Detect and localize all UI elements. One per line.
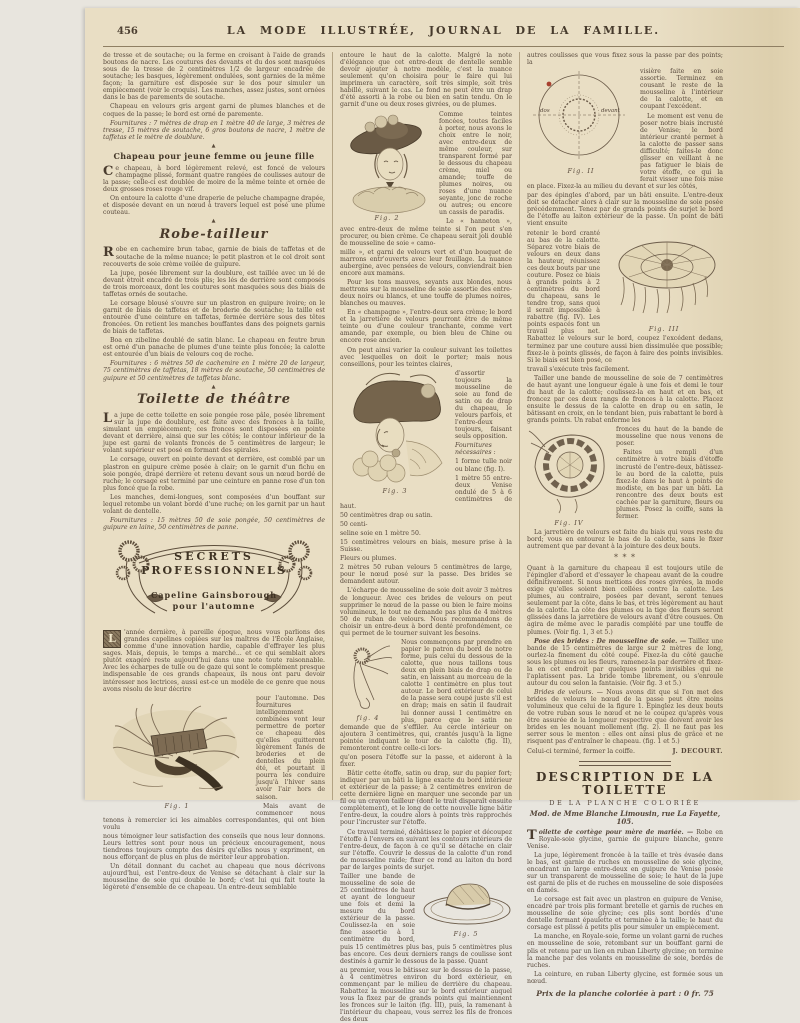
mid-fournitures-item-1: 1 forme tulle noir ou blanc (fig. I). [455,458,512,473]
dropcap-c: C [103,163,114,179]
mid-paragraph-9: 2 mètres 50 ruban velours 5 centimètres de large, pour le nœud posé sur la passe. Des brides se demandent autour. [340,564,512,586]
figure-5-wide-brim-hat [420,874,512,938]
robe-paragraph-1 [103,246,325,267]
mid-beside-fig2-1: Comme teintes foncées, toutes faciles à porter, nous avons le choix entre le noir, avec entre-deux de même couleur, sur transparent formé par le dessous du chapeau crème, miel ou amande; touffe de plumes noires, ou roses d'une nuance seyante, jonc de roche ou autres; ou encore un cassis de paradis. [439,110,512,217]
asterism-ornament-icon: * * * [613,552,637,562]
dropcap-l: L [103,411,113,427]
intro-fournitures: Fournitures : 7 mètres de drap en 1 mètre 40 de large, 3 mètres de tresse, 15 mètres de soutache, 6 gros boutons de nacre, 1 mètre de taffetas et le mètre de doublure. [103,119,325,141]
right-paragraph-5: La jarretière de velours est faite du biais qui vous reste du bord; vous en entourez le bas de la calotte, sans le fixer autrement que par devant à la jointure des deux bouts. [527,528,723,550]
right-beside-figIII: retenir le bord cranté au bas de la calotte. Séparez votre biais de velours en deux dans la hauteur, réunissez ces deux bouts par une couture. Posez ce biais à grands points à 2 centimètres du bord du chapeau, sans le tendre trop, sans quoi il serait impossible à rabattre (fig. IV). Les points espacés font un travail plus net. Rabattez le velours sur le bord, coupez l'excédent dedans, terminez par une couture aussi bien dissimulée que possible; fixez-le à points glissés, de façon à faire des points invisibles. Si le biais est bien posé, ce [527,229,723,364]
brides-velours-text: Nous avons dit que si l'on met des brides de velours le nœud de la passe peut être moins volumineux que celui de la figure 1. Épinglez les deux bouts de votre ruban sous le nœud et ne le coupez qu'après vous être assurée de la longueur respective que doivent avoir les brides en les nouant mollement (fig. 2). Il ne faut pas les serrer sous le menton : elles ont ainsi plus de grâce et ne risquent pas d'entraîner le chapeau. (fig. 1 et 5.) [527,689,723,746]
figure-III-caption: Fig. III [648,324,680,333]
section-divider-rule [579,761,671,766]
plate-price-line: Prix de la planche coloriée à part : 0 fr. 75 [536,988,714,998]
brim-pattern-circle-diagram [527,69,635,165]
figure-2-woman-with-hat [340,112,434,222]
robe-paragraph-2: La jupe, posée librement sur la doublure, est taillée avec un lé de devant étroit encadré de trois plis; les lés de derrière sont composés de trois morceaux, dont les coutures sont masquées sous des biais de taffetas ornés de soutache. [103,269,325,298]
figure-5-caption: Fig. 5 [453,929,479,938]
figure-4-aigrette-sketch [340,640,396,722]
figure-1-capeline-hat [103,696,251,810]
author-signature: J. DECOURT. [672,746,723,755]
column-layout [103,52,800,1023]
plumed-capeline-illustration [103,696,251,800]
secrets-paragraph-5: Un détail donnant du cachet au chapeau que nous décrivons aujourd'hui, est l'entre-deux de Venise se détachant à clair sur la mousseline de soie qui double le bord; c'est lui qui fait toute la légèreté d'ensemble de ce chapeau. Un entre-deux semblable [103,863,325,892]
mid-paragraph-4: En « champagne », l'entre-deux sera crème; le bord et la jarretière de velours pourront être de même teinte ou d'une couleur tranchante, comme vert amande, par exemple, ou bien bleu de Chine ou encore rose ancien. [340,309,512,345]
right-paragraph-6: Quant à la garniture du chapeau il est toujours utile de l'épingler d'abord et d'essayer le chapeau avant de la coudre définitivement. Si nous mettions des roses givrées, la mode exige qu'elles soient bien collées contre la calotte. Les plumes, au contraire, posées par devant, seront tenues seulement par la côte, dans le bas, et très légèrement au haut de la calotte. La côte des plumes ou la tige des fleurs seront glissées dans la jarretière de velours avant d'être cousues. On agira de même avec le paradis complété par une touffe de plumes. (Voir fig. 1, 3 et 5.) [527,564,723,636]
robe-paragraph-4: Boa en zibeline doublé de satin blanc. Le chapeau en feutre brun est orné d'un panache de plumes d'une teinte plus foncée; la calotte est entourée d'un biais de velours coq de roche. [103,337,325,359]
dropcap-t: T [527,827,537,843]
mid-paragraph-14: Ce travail terminé, débâtissez le papier et découpez l'étoffe à l'envers en suivant les contours intérieurs de l'entre-deux, de façon à ce qu'il se détache en clair sur l'étoffe. Couvrir le dessus de la calotte d'un rond de mousseline raide; fixer ce rond au laiton du bord par de larges points de surjet. [340,828,512,871]
figure-II-label-dos: dos [540,108,550,115]
hat-interior-ruffle-illustration [527,427,611,517]
right-beside-figIV-2: Faites un rempli d'un centimètre à votre biais d'étoffe incrusté de l'entre-deux, bâtissez-le au bord de la calotte, puis fixez-le dans le haut à points de modiste, en bas par un bâti. La rencontre des deux bouts est cachée par la garniture, fleurs ou plumes. Posez la coiffe, sans la fermer. [616,449,723,520]
banner-subtitle-line2: pour l'automne [172,601,256,612]
secrets-professionnels-banner [103,535,325,627]
description-paragraph-2: La jupe, légèrement froncée à la taille et très évasée dans le bas, est garnie de ruches en mousseline de soie glycine, encadrant un large entre-deux en guipure de Venise posée sur un transparent de mousseline de soie; le haut de la jupe est garni de plis et de ruches en mousseline de soie disposées en damés. [527,851,723,894]
description-paragraph-4: La manche, en Royale-soie, forme un volant garni de ruches en mousseline de soie, retombant sur un bouffant garni de plis et retenu par un lien en ruban Liberty glycine; on termine la manche par des volants en mousseline de soie, bordés de ruches. [527,933,723,969]
art-nouveau-frame-illustration [103,535,325,627]
robe-text-1: obe en cachemire brun tabac, garnie de biais de taffetas et de soutache de la même nuance; le petit plastron et le col droit sont recouverts de soie crème voilée de guipure. [103,246,325,268]
mid-beside-fig2-2: Le « hanneton », avec entre-deux de même teinte si l'on peut s'en procurer, ou bien crème. Ce chapeau serait joli doublé de mousseline de soie « camo- [340,218,512,247]
mid-fournitures-item-2: 1 mètre 55 entre-deux Venise ondulé de 5 à 6 centimètres de haut. [340,474,512,510]
description-subtitle: DE LA PLANCHE COLORIÉE [549,799,701,808]
magazine-page [85,8,800,1023]
red-registration-mark [547,82,552,87]
wide-brim-hat-illustration [420,874,512,928]
hat-underside-ruffle-illustration [605,231,723,323]
page-header [103,16,784,47]
mid-paragraph-8: Fleurs ou plumes. [340,555,397,563]
closing-signature-line [527,748,723,755]
right-column [519,52,729,998]
theatre-paragraph-2: Le corsage, ouvert en pointe devant et derrière, est comblé par un plastron en guipure crème posée à clair; on le garnit d'un fichu en soie pongée, drapé derrière et retenu devant sous un nœud bordé de ruche; le corsage est terminé par une ceinture en panne rose d'un ton plus foncé que la robe. [103,456,325,492]
secrets-text-1: 'année dernière, à pareille époque, nous vous parlions des grandes capelines copiées sur les maîtres de l'École Anglaise, comme d'une innovation hardie, capable d'effrayer les plus sages. Mais, depuis, le temps a marché... et ce qui semblait alors plutôt exagéré reste aujourd'hui dans une note toute raisonnable. Avec les écharpes de tulle ou de gaze qui sont le complément presque indispensable de ces grands chapeaux, ils nous ont paru devoir intéresser nos lectrices, aussi est-ce un modèle de ce genre que nous avons résolu de leur décrire [103,629,325,693]
banner-title-line2: PROFESSIONNELS [141,564,287,578]
mid-paragraph-5: On peut ainsi varier la couleur suivant les toilettes avec lesquelles on doit le porter; mais nous conseillons, pour les teintes claires, [340,346,512,368]
pose-des-brides-text: Taillez une bande de 15 centimètres de large sur 2 mètres de long, ourlez-la finement du côté coupé. Fixez-la du côté gauche sous les plumes ou les fleurs, ramenez-la par derrière et fixez-la en cet endroit par quelques points invisibles qui ne l'aplatissent pas. La bride tombe librement, ou s'enroule autour du cou selon la fantaisie. (Voir fig. 3 et 5.) [527,637,723,687]
dropcap-r: R [103,245,114,261]
right-paragraph-2: par des épingles d'abord, par un bâti ensuite. L'entre-deux doit se détacher alors à clair sur la mousseline de soie posée précédemment. Tenez par de grands points de surjet le bord de l'étoffe au laiton extérieur de la passe. Un point de bâti vient ensuite [527,192,723,228]
figure-II-pattern-diagram [527,69,635,175]
mid-paragraph-15: Tailler une bande de mousseline de soie de 25 centimètres de haut et ayant de longueur une fois et demi la mesure du bord extérieur de la passe. Coulissez-la en soie fine assortie à 1 centimètre du bord, puis 15 centimètres plus bas, puis 5 centimètres plus bas encore. Ces deux derniers rangs de coulisse sont destinés à garnir le dessous de la passe. Quant [340,872,512,965]
right-paragraph-7 [527,638,723,687]
right-beside-figII-1: visière faite en soie assortie. Terminez en cousant le reste de la mousseline à l'intérieur de la calotte, et en coupant l'excédent. [640,68,723,111]
mid-fournitures-title: Fournitures nécessaires : [455,442,496,457]
figure-3-woman-profile-hat [340,371,450,495]
secrets-paragraph-1 [103,629,325,693]
description-paragraph-5: La ceinture, en ruban Liberty glycine, est formée sous un nœud. [527,970,723,985]
mid-fournitures-item-3: 50 centimètres drap ou satin. [340,511,433,519]
figure-IV-caption: Fig. IV [554,519,584,528]
ornate-initial-l: L [103,630,121,648]
mid-paragraph-11: Nous commençons par prendre en papier le patron du bord de notre forme, puis celui du dessous de la calotte, que nous taillons tous deux en plein biais de drap ou de satin, en laissant au morceau de la calotte 1 centimètre en plus tout autour. Le bord extérieur de celui de la passe sera coupé juste s'il est en drap; mais en satin il faudrait lui donner aussi 1 centimètre en plus, parce que le satin ne demande que de s'effiler. Au cercle intérieur on ajoutera 3 centimètres, qui, crantés jusqu'à la ligne pointée indiquant le tour de la calotte (fig. II), remonteront contre celle-ci lors- [340,638,512,752]
theatre-paragraph-1 [103,412,325,454]
secrets-paragraph-4: nous témoigner leur satisfaction des conseils que nous leur donnons. Leurs lettres sont pour nous un précieux encouragement, nous tiendrons toujours compte des désirs qu'elles nous y expriment, en nous efforçant de plus en plus de mériter leur approbation. [103,832,325,862]
description-lead: oilette de cortège pour mère de mariée. — [538,828,694,836]
robe-paragraph-3: Le corsage blousé s'ouvre sur un plastron en guipure ivoire; on le garnit de biais de taffetas et de broderie de soutache; la taille est entourée d'une ceinture en taffetas, fermée derrière sous des têtes froncées. On retient les manches bouffantes dans des poignets garnis de biais de taffetas. [103,299,325,336]
fleuron-ornament-icon: ▲ [211,142,217,149]
mid-beside-fig3-1: d'assortir toujours la mousseline de soie au fond de satin ou de drap du chapeau, le velours parfois, et l'entre-deux toujours, faisant seuls opposition. [455,369,512,441]
jeune-femme-paragraph-1 [103,165,325,193]
figure-III-hat-underside [605,231,723,333]
right-paragraph-8 [527,689,723,746]
mid-paragraph-3: Pour les tons mauves, seyants aux blondes, nous mettrons sur la mousseline de soie assortie des entre-deux noirs ou blancs, et une touffe de plumes noires, blanches ou mauves. [340,278,512,308]
mid-paragraph-13: Bâtir cette étoffe, satin ou drap, sur du papier fort; indiquer par un bâti la ligne exacte du bord intérieur et extérieur de la passe; à 2 centimètres environ de cette dernière ligne en marquer une seconde par un fil ou un crayon tailleur (dont le trait disparaît ensuite complètement), et le long de cette nouvelle ligne bâtir l'entre-deux, la coudre alors à points très rapprochés pour l'incruster sur l'étoffe. [340,770,512,827]
description-text-1: Robe en Royale-soie glycine, garnie de guipure blanche, genre Venise. [527,828,723,850]
figure-2-caption: Fig. 2 [374,213,400,222]
mid-paragraph-1: entoure le haut de la calotte. Malgré la note d'élégance que cet entre-deux de dentelle semble devoir ajouter à notre modèle, c'est la nuance seulement qu'on choisira pour le faire qui lui imprimera un caractère, soit très simple, soit très habillé, suivant le cas. Le fond ne peut être un drap d'été assorti à la robe ou bien en satin tendu. On le garnit d'une ou deux roses givrées, ou de plumes. [340,52,512,109]
banner-title-line1: SECRETS [174,550,254,564]
description-paragraph-1 [527,829,723,850]
fleuron-ornament-icon: ▲ [211,217,217,224]
mid-fournitures-item-4: 50 centi- [340,520,368,528]
section-title-theatre: Toilette de théâtre [137,392,291,408]
figure-II-label-devant: devant [601,108,620,115]
closing-text: Celui-ci terminé, fermer la coiffe. [527,746,635,755]
description-paragraph-3: Le corsage est fait avec un plastron en guipure de Venise, encadré par trois plis formant bretelle et garnis de ruches en mousseline de soie glycine; ces plis sont bordés d'une dentelle formant épaulette et terminée à la taille; le haut du corsage est plissé à petits plis pour simuler un empiècement. [527,896,723,932]
woman-profile-plumed-hat-illustration [340,371,450,485]
theatre-paragraph-3: Les manches, demi-longues, sont composées d'un bouffant sur lequel retombe un volant bordé d'une ruche; on les garnit par un haut volant de dentelle. [103,493,325,515]
right-paragraph-3: travail s'exécute très facilement. [527,365,630,373]
pose-des-brides-lead: Pose des brides : De mousseline de soie. — [534,637,687,645]
mid-paragraph-6: seline soie en 1 mètre 50. [340,530,421,537]
theatre-fournitures: Fournitures : 15 mètres 50 de soie pongée, 50 centimètres de guipure en laine, 50 centimètres de panne. [103,516,325,532]
banner-subtitle-line1: Capeline Gainsborough [150,590,278,601]
section-title-robe-tailleur: Robe-tailleur [159,226,269,242]
aigrette-feather-illustration [340,640,396,712]
figure-II-caption: Fig. II [567,167,595,176]
mid-paragraph-10: L'écharpe de mousseline de soie doit avoir 3 mètres de longueur. Avec ces brides de velours on peut supprimer le nœud de la passe ou bien le faire moins volumineux, le tout ne demande pas plus de 4 mètres 50 de ruban de velours. Nous recommandons de choisir un entre-deux à bord denté profondément, ce qui permet de le tourner suivant les besoins. [340,587,512,637]
right-beside-figIV-1: fronces du haut de la bande de mousseline que nous venons de poser. [616,426,723,448]
description-title: DESCRIPTION DE LA TOILETTE [536,769,714,798]
woman-bust-hat-illustration [340,112,434,212]
figure-3-caption: Fig. 3 [382,486,408,495]
robe-fournitures: Fournitures : 6 mètres 50 de cachemire en 1 mètre 20 de largeur, 75 centimètres de taffetas, 18 mètres de soutache, 50 centimètres de guipure et 50 centimètres de taffetas blanc. [103,360,325,382]
secrets-paragraph-2: pour l'automne. Des fournitures intelligemment combinées vont leur permettre de porter ce chapeau dès qu'elles quitteront légèrement fanés de broderies et de dentelles du plein été, et pourtant il pourra les conduire jusqu'à l'hiver sans avoir l'air hors de saison. [256,694,325,801]
figure-4-caption: fig. 4 [356,713,380,722]
theatre-text-1: a jupe de cette toilette en soie pongée rose pâle, posée librement sur la jupe de doublure, est faite avec des fronces à la taille, simulant un empiècement; ces fronces sont disposées en pointe devant et derrière, ainsi que sur les côtés; le contour inférieur de la jupe est garni de volants froncés de 5 centimètres de largeur; le volant supérieur est posé en formant des spirales. [103,412,325,455]
brides-velours-lead: Brides de velours. — [534,689,603,697]
figure-IV-hat-interior [527,427,611,527]
middle-column [332,52,519,1023]
right-paragraph-1: autres coulisses que vous fixez sous la passe par des points; la [527,52,723,67]
mid-paragraph-7: 15 centimètres velours en biais, mesure prise à la Suisse. [340,539,512,554]
intro-paragraph-2: Chapeau en velours gris argent garni de plumes blanches et de coques de la passe; le bord est orné de paremente. [103,103,325,118]
fleuron-ornament-icon: ▲ [211,383,217,390]
mid-paragraph-2: mille », et garni de velours vert et d'un bouquet de marrons entr'ouverts avec leur feuillage. La nuance aubergine, avec pensées de velours, conviendrait bien encore aux mamans. [340,248,512,277]
mid-paragraph-12: qu'on posera l'étoffe sur la passe, et aideront à la fixer. [340,753,512,768]
right-beside-figII-2: Le moment est venu de poser notre biais incrusté de Venise; le bord intérieur cranté permet à la calotte de passer sans difficulté; faites-le donc glisser en veillant à ne pas fatiguer le biais de votre étoffe, ce qui la ferait visser une fois mise en place. Fixez-la au milieu du devant et sur les côtés, [527,112,723,191]
description-credit: Mod. de Mme Blanche Limousin, rue La Fayette, 105. [529,808,721,826]
jeune-femme-paragraph-2: On entoure la calotte d'une draperie de peluche champagne drapée, et disposée devant en un nœud à travers lequel est posé une plume couteau. [103,194,325,216]
jeune-femme-text-1: e chapeau, à bord légèrement relevé, est foncé de velours champagne plissé, formant quatre rangées de coulisses autour de la passe; celle-ci est doublée de moire de la même teinte et ornée de deux grosses roses rouge vif. [103,164,325,193]
secrets-paragraph-3: Mais avant de commencer nous tenons à remercier ici les aimables correspondantes, qui ont bien voulu [103,802,325,831]
masthead-title: LA MODE ILLUSTRÉE, JOURNAL DE LA FAMILLE. [226,24,661,37]
right-paragraph-4: Tailler une bande de mousseline de soie de 7 centimètres de haut ayant une longueur égale à une fois et demi le tour du haut de la calotte; coulissez-la en haut et en bas, et froncez par ces deux rangs de fronces à la calotte. Placez ensuite le dessus de la calotte en drap ou en satin, le bâtissant en croix, en le tendant bien, puis rabattant le bord à grands points. Un rabat enferme les [527,374,723,425]
intro-paragraph-1: de tresse et de soutache; ou la ferme en croisant à l'aide de grands boutons de nacre. Les coutures des devants et du dos sont masquées sous de la tresse de 2 centimètres 1/2 de largeur encadrée de soutache; les basques, légèrement ondulées, sont garnies de la même façon; la garniture est disposée sur le dos pour simuler un empiècement (voir le croquis). Les manches, assez justes, sont ornées dans le bas de parements de soutache. [103,52,325,102]
figure-1-caption: Fig. 1 [164,801,190,810]
left-column [103,52,332,892]
page-number: 456 [117,26,138,37]
mid-paragraph-16: au premier, vous le bâtissez sur le dessus de la passe, à 4 centimètres environ du bord extérieur, en commençant par le milieu de derrière du chapeau. Rabattez la mousseline sur le bord extérieur auquel vous la fixez par de grands points qui maintiennent les fronces sur le laiton (fig. III), puis, la ramenant à l'intérieur du chapeau, vous serrez les fils de fronces des deux [340,966,512,1023]
section-title-jeune-femme: Chapeau pour jeune femme ou jeune fille [113,151,315,162]
